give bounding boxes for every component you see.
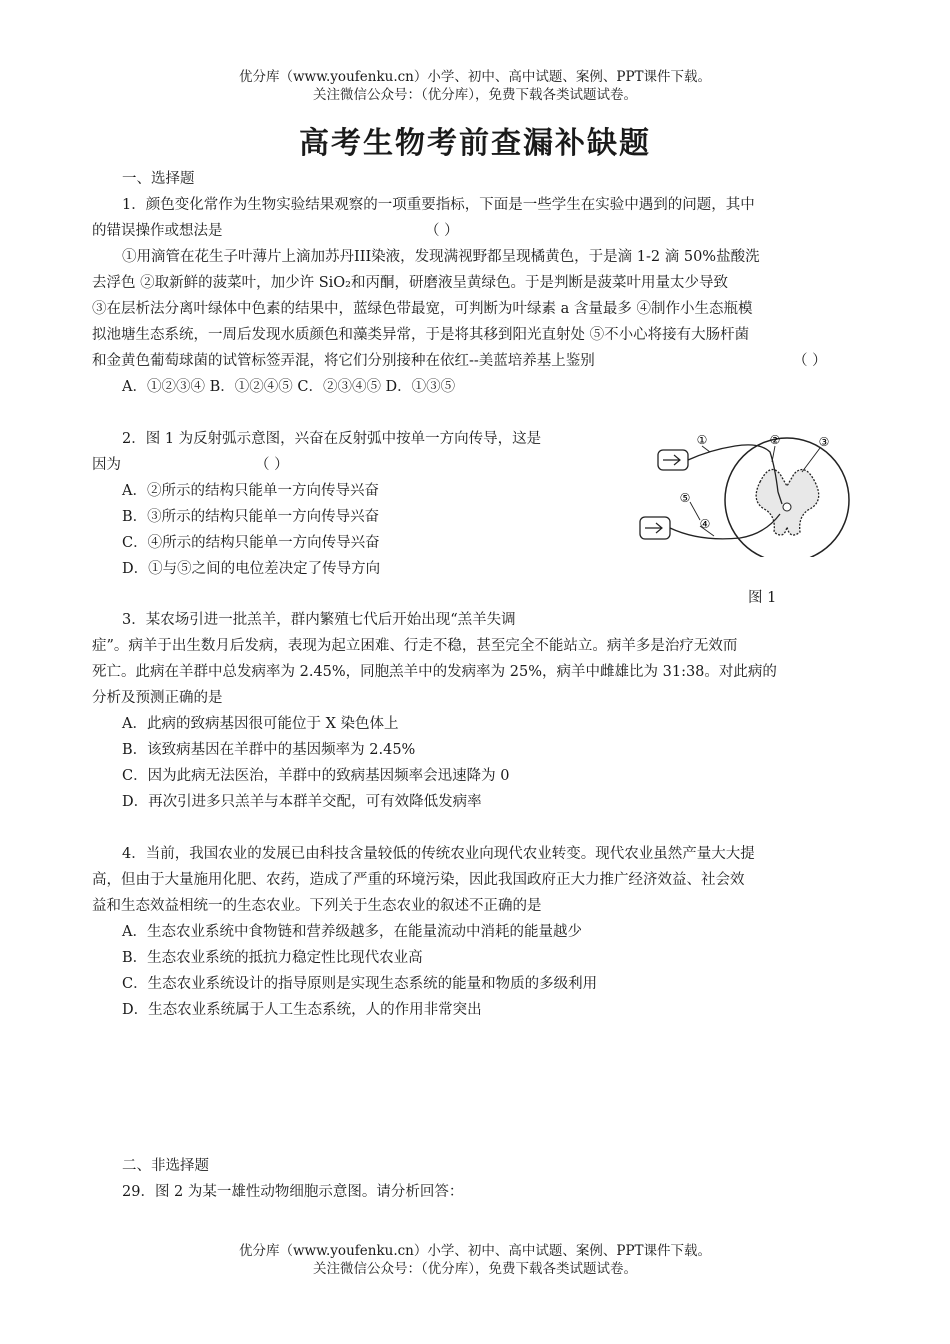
q3-option-c: C．因为此病无法医治，羊群中的致病基因频率会迅速降为 0 [122, 768, 510, 784]
central-canal [783, 503, 791, 511]
q1-line: 去浮色 ②取新鲜的菠菜叶，加少许 SiO₂和丙酮，研磨液呈黄绿色。于是判断是菠菜叶用量太少导致 [92, 275, 728, 291]
figure-label-1: ① [696, 433, 708, 447]
page-footer-line2: 关注微信公众号：（优分库），免费下载各类试题试卷。 [313, 1261, 637, 1277]
q4-option-a: A．生态农业系统中食物链和营养级越多，在能量流动中消耗的能量越少 [122, 924, 582, 940]
q1-line: 和金黄色葡萄球菌的试管标签弄混，将它们分别接种在依红--美蓝培养基上鉴别 [92, 353, 595, 369]
q1-line: 的错误操作或想法是 [92, 223, 223, 239]
q1-answer-paren: （ ） [425, 223, 459, 239]
q3-option-d: D．再次引进多只羔羊与本群羊交配，可有效降低发病率 [122, 794, 482, 810]
q1-answer-paren: （ ） [793, 353, 827, 369]
q2-option-a: A．②所示的结构只能单一方向传导兴奋 [122, 483, 379, 499]
page-header-line1: 优分库（www.youfenku.cn）小学、初中、高中试题、案例、PPT课件下载。 [238, 69, 712, 85]
q4-line: 4．当前，我国农业的发展已由科技含量较低的传统农业向现代农业转变。现代农业虽然产量大大提 [122, 846, 755, 862]
q4-line: 益和生态效益相统一的生态农业。下列关于生态农业的叙述不正确的是 [92, 898, 542, 914]
q3-line: 症”。病羊于出生数月后发病，表现为起立困难、行走不稳，甚至完全不能站立。病羊多是治疗无效而 [92, 638, 738, 654]
q3-line: 死亡。此病在羊群中总发病率为 2.45%，同胞羔羊中的发病率为 25%，病羊中雌雄比为 31:38。对此病的 [92, 664, 777, 680]
q2-line: 因为 [92, 457, 121, 473]
q3-option-b: B．该致病基因在羊群中的基因频率为 2.45% [122, 742, 416, 758]
grey-matter [756, 470, 819, 536]
figure-label-4: ④ [699, 517, 711, 531]
figure-label-2: ② [769, 433, 781, 447]
efferent-nerve [670, 514, 780, 539]
q1-line: 1．颜色变化常作为生物实验结果观察的一项重要指标，下面是一些学生在实验中遇到的问题，其中 [122, 197, 755, 213]
q2-option-b: B．③所示的结构只能单一方向传导兴奋 [122, 509, 380, 525]
figure-label-3: ③ [818, 435, 830, 449]
q3-line: 3．某农场引进一批羔羊，群内繁殖七代后开始出现“羔羊失调 [122, 612, 516, 628]
q2-answer-paren: （ ） [255, 457, 289, 473]
q1-line: ①用滴管在花生子叶薄片上滴加苏丹III染液，发现满视野都呈现橘黄色，于是滴 1-2 滴 50%盐酸洗 [122, 249, 760, 265]
page-title: 高考生物考前查漏补缺题 [299, 126, 651, 161]
q29-line: 29．图 2 为某一雄性动物细胞示意图。请分析回答： [122, 1184, 464, 1200]
q4-option-b: B．生态农业系统的抵抗力稳定性比现代农业高 [122, 950, 423, 966]
q1-options: A．①②③④ B．①②④⑤ C．②③④⑤ D．①③⑤ [122, 379, 456, 395]
figure-caption: 图 1 [748, 590, 777, 606]
reflex-arc-figure [630, 422, 860, 557]
q3-line: 分析及预测正确的是 [92, 690, 223, 706]
q4-line: 高，但由于大量施用化肥、农药，造成了严重的环境污染，因此我国政府正大力推广经济效益、社会效 [92, 872, 745, 888]
q3-option-a: A．此病的致病基因很可能位于 X 染色体上 [122, 716, 399, 732]
q1-line: 拟池塘生态系统，一周后发现水质颜色和藻类异常，于是将其移到阳光直射处 ⑤不小心将接有大肠杆菌 [92, 327, 750, 343]
section-heading-nonchoice: 二、非选择题 [122, 1158, 209, 1174]
q4-option-d: D．生态农业系统属于人工生态系统，人的作用非常突出 [122, 1002, 482, 1018]
q2-option-c: C．④所示的结构只能单一方向传导兴奋 [122, 535, 380, 551]
page-header-line2: 关注微信公众号：（优分库），免费下载各类试题试卷。 [313, 87, 637, 103]
q4-option-c: C．生态农业系统设计的指导原则是实现生态系统的能量和物质的多级利用 [122, 976, 598, 992]
q1-line: ③在层析法分离叶绿体中色素的结果中，蓝绿色带最宽，可判断为叶绿素 a 含量最多 ④制作小生态瓶模 [92, 301, 753, 317]
section-heading-choice: 一、选择题 [122, 171, 195, 187]
figure-label-5: ⑤ [679, 491, 691, 505]
page-footer-line1: 优分库（www.youfenku.cn）小学、初中、高中试题、案例、PPT课件下载。 [238, 1243, 712, 1259]
q2-line: 2．图 1 为反射弧示意图，兴奋在反射弧中按单一方向传导，这是 [122, 431, 542, 447]
q2-option-d: D．①与⑤之间的电位差决定了传导方向 [122, 561, 381, 577]
